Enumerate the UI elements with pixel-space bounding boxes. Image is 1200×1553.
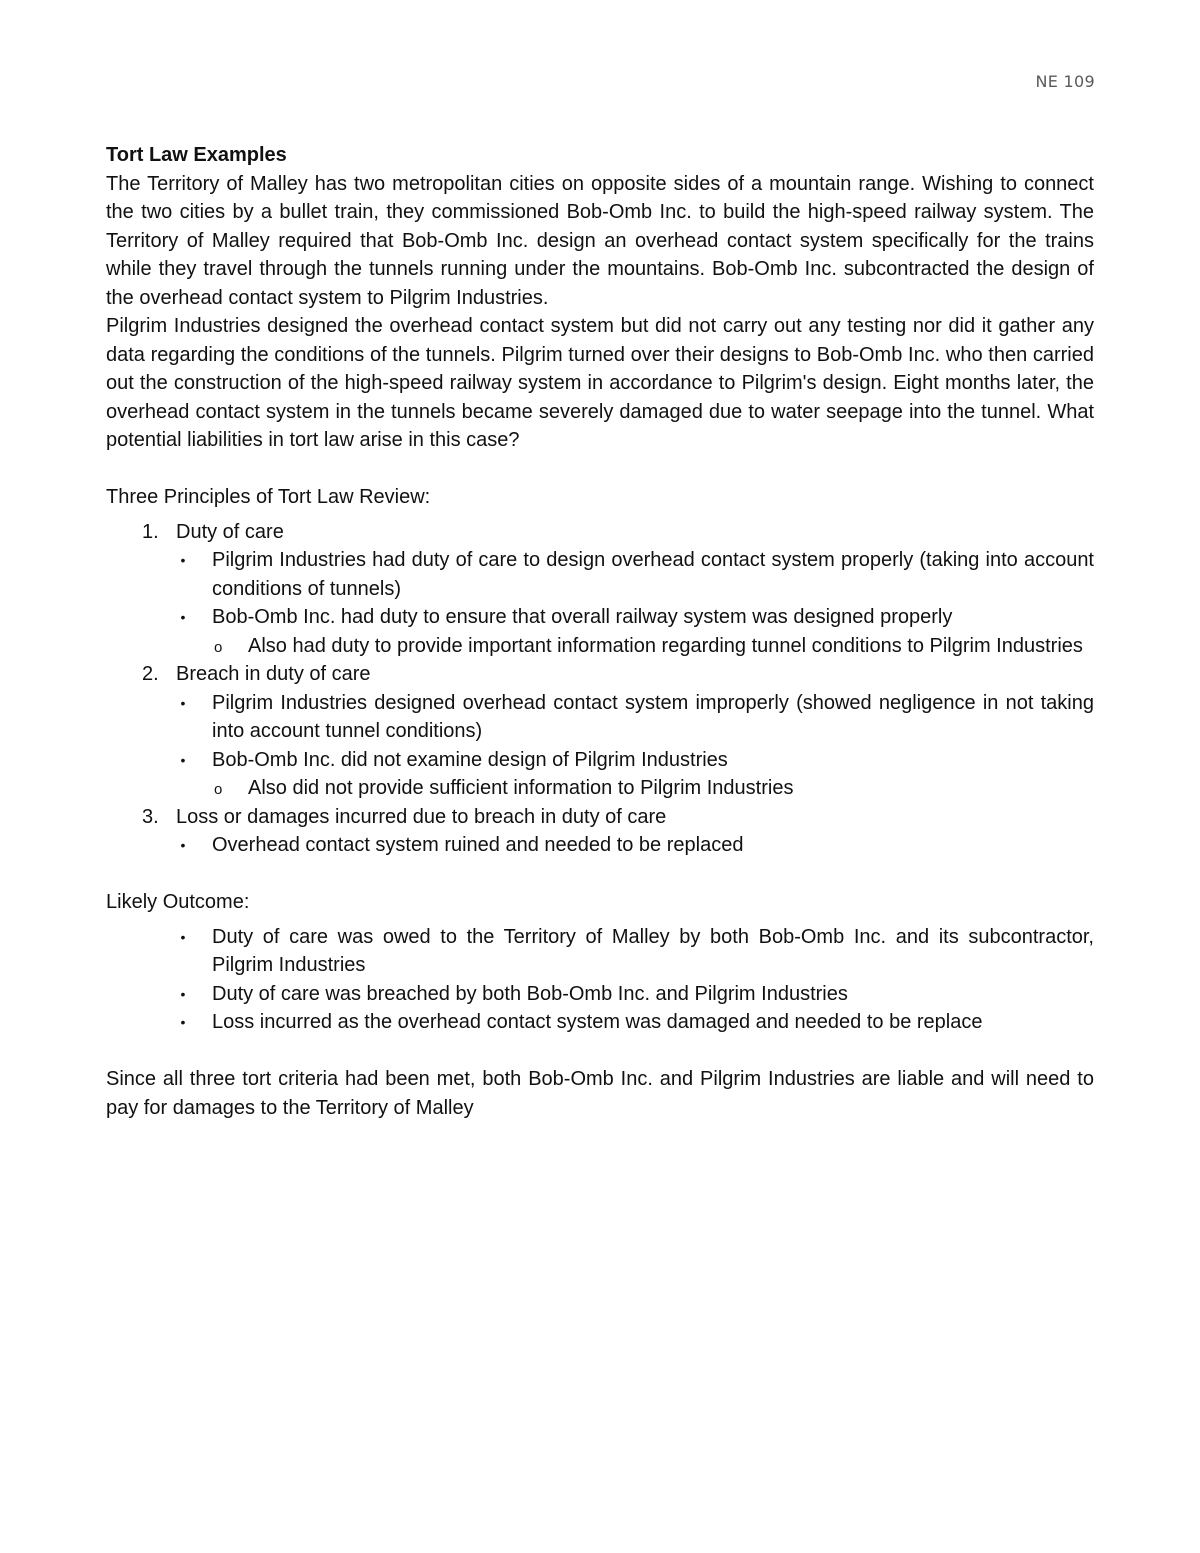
list-number: 3. xyxy=(142,805,159,828)
principle-item xyxy=(106,803,1094,860)
bullet-text: Loss incurred as the overhead contact system was damaged and needed to be replace xyxy=(212,1011,983,1033)
sub-bullet-icon: o xyxy=(214,638,223,656)
sub-bullet-text: Also did not provide sufficient information to Pilgrim Industries xyxy=(248,777,794,799)
list-number: 1. xyxy=(142,520,159,543)
list-item xyxy=(176,831,1094,860)
principle-item xyxy=(106,518,1094,661)
bullet-icon: • xyxy=(180,837,186,853)
course-code-header: NE 109 xyxy=(1035,72,1095,91)
list-item xyxy=(176,603,1094,632)
bullet-icon: • xyxy=(180,751,186,768)
outcome-heading: Likely Outcome: xyxy=(106,891,250,913)
intro-paragraph-1: The Territory of Malley has two metropolitan cities on opposite sides of a mountain range. Wishing to connect the two cities by a bullet train, they commissioned Bob-Omb Inc. to build the high-speed railway system. The Territory of Malley required that Bob-Omb Inc. design an overhead contact system specifically for the trains while they travel through the tunnels running under the mountains. Bob-Omb Inc. subcontracted the design of the overhead contact system to Pilgrim Industries. xyxy=(106,172,1094,309)
sub-bullet-list xyxy=(176,632,1094,661)
list-item xyxy=(176,689,1094,746)
conclusion-paragraph: Since all three tort criteria had been met, both Bob-Omb Inc. and Pilgrim Industries are liable and will need to pay for damages to the Territory of Malley xyxy=(106,1068,1094,1119)
bullet-text: Pilgrim Industries designed overhead contact system improperly (showed negligence in not taking into account tunnel conditions) xyxy=(212,691,1094,742)
spacer xyxy=(106,860,1094,889)
principle-item xyxy=(106,660,1094,803)
bullet-icon: • xyxy=(180,609,186,625)
bullet-text: Bob-Omb Inc. did not examine design of Pilgrim Industries xyxy=(212,748,728,771)
sub-list-item xyxy=(176,632,1094,661)
principle-label: Loss or damages incurred due to breach in duty of care xyxy=(176,805,667,828)
bullet-icon: • xyxy=(180,928,186,945)
sub-list-item xyxy=(176,774,1094,803)
principle-label: Duty of care xyxy=(176,520,284,543)
sub-bullet-list xyxy=(176,774,1094,803)
bullet-text: Pilgrim Industries had duty of care to design overhead contact system properly (taking into account conditions of tunnels) xyxy=(212,549,1094,600)
bullet-icon: • xyxy=(180,694,186,711)
list-item xyxy=(176,923,1094,980)
principles-heading: Three Principles of Tort Law Review: xyxy=(106,486,431,508)
sub-bullet-text: Also had duty to provide important information regarding tunnel conditions to Pilgrim Industries xyxy=(248,634,1083,657)
principle-label: Breach in duty of care xyxy=(176,663,371,685)
document-title: Tort Law Examples xyxy=(106,144,287,166)
list-item xyxy=(176,1008,1094,1037)
list-item xyxy=(176,546,1094,603)
list-item xyxy=(176,746,1094,775)
bullet-text: Duty of care was breached by both Bob-Omb Inc. and Pilgrim Industries xyxy=(212,982,848,1005)
outcome-list xyxy=(176,923,1094,1037)
principles-list xyxy=(106,518,1094,860)
bullet-icon: • xyxy=(180,1014,186,1030)
bullet-text: Overhead contact system ruined and needed to be replaced xyxy=(212,834,744,856)
bullet-list xyxy=(176,546,1094,632)
bullet-text: Duty of care was owed to the Territory of Malley by both Bob-Omb Inc. and its subcontractor, Pilgrim Industries xyxy=(212,925,1094,976)
bullet-list xyxy=(176,831,1094,860)
document-body xyxy=(106,141,1094,1122)
bullet-list xyxy=(176,689,1094,775)
sub-bullet-icon: o xyxy=(214,781,223,798)
bullet-text: Bob-Omb Inc. had duty to ensure that overall railway system was designed properly xyxy=(212,606,953,628)
spacer xyxy=(106,1037,1094,1066)
list-number: 2. xyxy=(142,663,159,685)
bullet-icon: • xyxy=(180,552,186,568)
intro-paragraph-2: Pilgrim Industries designed the overhead contact system but did not carry out any testing nor did it gather any data regarding the conditions of the tunnels. Pilgrim turned over their designs to Bob-Omb Inc. who then carried out the construction of the high-speed railway system in accordance to Pilgrim's design. Eight months later, the overhead contact system in the tunnels became severely damaged due to water seepage into the tunnel. What potential liabilities in tort law arise in this case? xyxy=(106,315,1094,451)
spacer xyxy=(106,455,1094,484)
bullet-icon: • xyxy=(180,985,186,1002)
list-item xyxy=(176,980,1094,1009)
